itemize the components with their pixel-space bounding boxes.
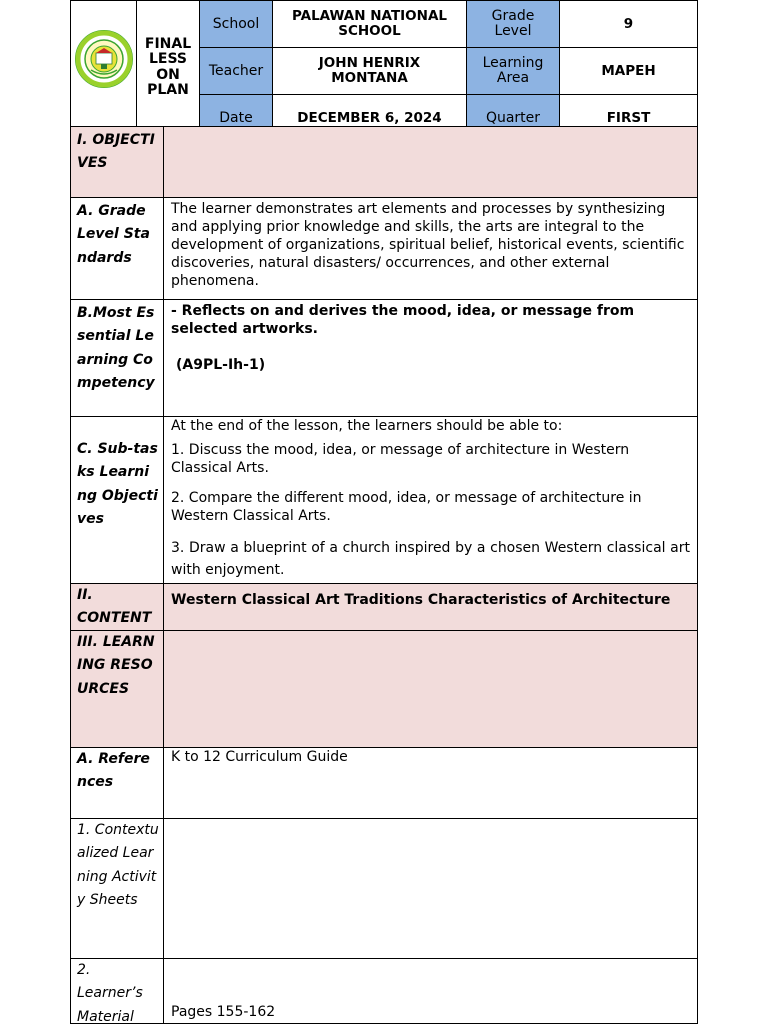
grade-level-value: 9 [559, 0, 698, 48]
teacher-label: Teacher [199, 47, 273, 95]
content-topic: Western Classical Art Traditions Characteristics of Architecture [163, 583, 698, 631]
resources-label: III. LEARNING RESOURCES [70, 630, 164, 748]
competency-content: - Reflects on and derives the mood, idea, or message from selected artworks. (A9PL-Ih-1) [163, 299, 698, 417]
objectives-label: I. OBJECTIVES [70, 126, 164, 198]
quarter-value: FIRST [559, 94, 698, 127]
date-value: DECEMBER 6, 2024 [272, 94, 467, 127]
learners-material-content: Pages 155-162 [163, 958, 698, 1024]
clas-content [163, 818, 698, 959]
resources-content [163, 630, 698, 748]
subtasks-content: At the end of the lesson, the learners should be able to: 1. Discuss the mood, idea, or message of architecture in Western Classical Arts. 2. Compare the different mood, idea, or message of architecture in Western Classical Arts. 3. Draw a blueprint of a church inspired by a chosen Western classical art with enjoyment. [163, 416, 698, 584]
learning-area-value: MAPEH [559, 47, 698, 95]
standards-label: A. Grade Level Standards [70, 197, 164, 300]
content-label: II. CONTENT [70, 583, 164, 631]
references-label: A. References [70, 747, 164, 819]
teacher-value: JOHN HENRIX MONTANA [272, 47, 467, 95]
competency-label: B.Most Essential Learning Competency [70, 299, 164, 417]
standards-content: The learner demonstrates art elements and processes by synthesizing and applying prior knowledge and skills, the arts are integral to the development of organizations, spiritual belief, historical events, scientific discoveries, natural disasters/ occurrences, and other external phenomena. [163, 197, 698, 300]
learners-material-label: 2. Learner’s Material [70, 958, 164, 1024]
school-label: School [199, 0, 273, 48]
school-value: PALAWAN NATIONAL SCHOOL [272, 0, 467, 48]
school-logo [75, 30, 133, 88]
clas-label: 1. Contextualized Learning Activity Sheets [70, 818, 164, 959]
objectives-content [163, 126, 698, 198]
subtasks-label: C. Sub-tasks Learning Objectives [70, 416, 164, 584]
quarter-label: Quarter [466, 94, 560, 127]
grade-level-label: Grade Level [466, 0, 560, 48]
lesson-plan-title: FINAL LESS ON PLAN [136, 0, 200, 127]
learning-area-label: Learning Area [466, 47, 560, 95]
date-label: Date [199, 94, 273, 127]
references-content: K to 12 Curriculum Guide [163, 747, 698, 819]
school-seal-icon [75, 30, 133, 88]
